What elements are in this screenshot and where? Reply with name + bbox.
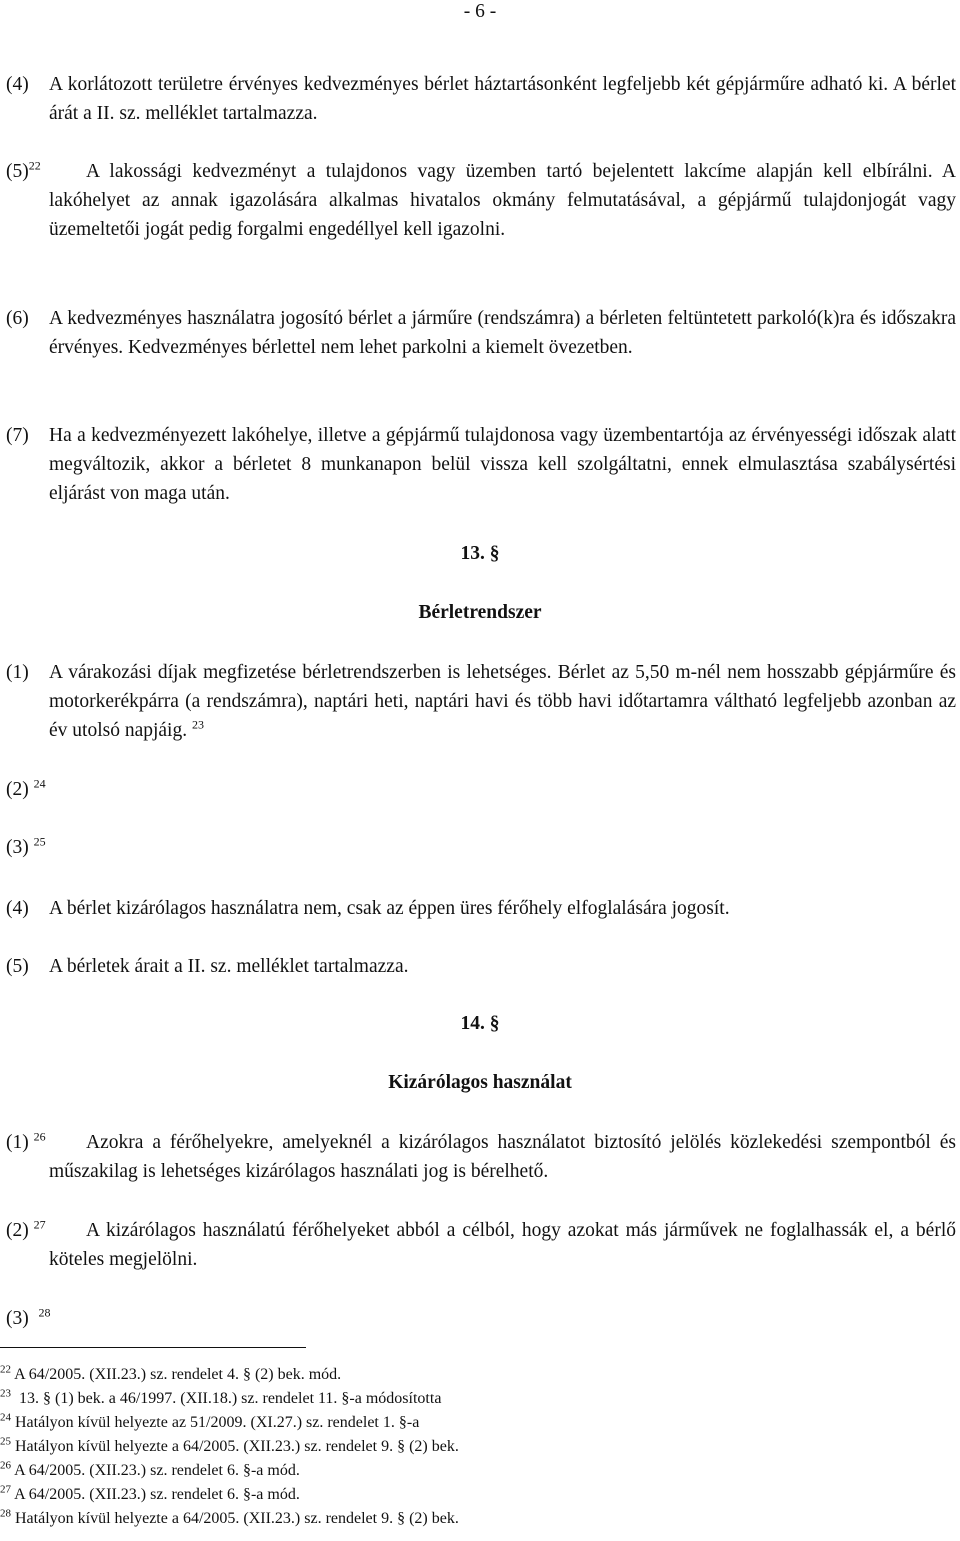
section-13-title: Bérletrendszer: [418, 602, 542, 623]
paragraph-number: (7): [6, 425, 29, 446]
section-13-paragraph-2: [6, 775, 956, 804]
footnote-ref[interactable]: 28: [38, 1305, 51, 1320]
section-13-paragraph-5: [6, 952, 956, 981]
paragraph-5: [6, 157, 956, 244]
page-number: - 6 -: [463, 1, 497, 22]
paragraph-number: (5): [6, 956, 29, 977]
footnote-28: $^{28}$ Hatályon kívül helyezte a 64/2005. (XII.23.) sz. rendelet 9. § (2) bek.: [0, 1507, 459, 1527]
paragraph-7: [6, 421, 956, 508]
section-14-paragraph-1: [6, 1128, 956, 1186]
footnote-22: $^{22}$ A 64/2005. (XII.23.) sz. rendelet 4. § (2) bek. mód.: [0, 1363, 342, 1383]
footnote-ref[interactable]: 22: [28, 158, 41, 173]
paragraph-text: A bérletek árait a II. sz. melléklet tartalmazza.: [49, 956, 409, 977]
paragraph-text: Ha a kedvezményezett lakóhelye, illetve a gépjármű tulajdonosa vagy üzembentartója az érvényességi időszak alatt megváltozik, akkor a bérletet 8 munkanapon belül vissza kell szolgáltatni, ennek elmulasztása szabálysértési eljárást von maga után.: [49, 425, 956, 504]
paragraph-number: (1): [6, 662, 29, 683]
paragraph-text: A várakozási díjak megfizetése bérletrendszerben is lehetséges. Bérlet az 5,50 m-nél nem hosszabb gépjárműre és motorkerékpárra (a rendszámra), naptári heti, naptári havi és több havi időtartamra váltható legfeljebb azonban az év utolsó napjáig. $^{23}$: [49, 662, 956, 741]
footnote-23: $^{23}$ 13. § (1) bek. a 46/1997. (XII.18.) sz. rendelet 11. §-a módosította: [0, 1387, 442, 1407]
paragraph-number: (4): [6, 74, 29, 95]
paragraph-number: (2) $^{27}$: [6, 1217, 46, 1241]
paragraph-number: (6): [6, 308, 29, 329]
footnote-ref[interactable]: 25: [33, 834, 46, 849]
footnote-24: $^{24}$ Hatályon kívül helyezte az 51/2009. (XI.27.) sz. rendelet 1. §-a: [0, 1411, 420, 1431]
paragraph-text: A korlátozott területre érvényes kedvezményes bérlet háztartásonként legfeljebb két gépjárműre adható ki. A bérlet árát a II. sz. melléklet tartalmazza.: [49, 74, 956, 124]
footnote-25: $^{25}$ Hatályon kívül helyezte a 64/2005. (XII.23.) sz. rendelet 9. § (2) bek.: [0, 1435, 459, 1455]
footnote-27: $^{27}$ A 64/2005. (XII.23.) sz. rendelet 6. §-a mód.: [0, 1483, 300, 1503]
footnote-26: $^{26}$ A 64/2005. (XII.23.) sz. rendelet 6. §-a mód.: [0, 1459, 300, 1479]
paragraph-text: A kizárólagos használatú férőhelyeket abból a célból, hogy azokat más járművek ne foglalhassák el, a bérlő köteles megjelölni.: [49, 1220, 956, 1270]
footnote-ref[interactable]: 27: [33, 1217, 46, 1232]
footnote-ref[interactable]: 23: [191, 717, 204, 732]
section-13-paragraph-3: [6, 833, 956, 862]
section-14-title: Kizárólagos használat: [388, 1072, 572, 1093]
paragraph-4: [6, 70, 956, 128]
paragraph-number: (4): [6, 898, 29, 919]
section-14-paragraph-2: [6, 1216, 956, 1274]
paragraph-number: (1) $^{26}$: [6, 1129, 46, 1153]
paragraph-number: (3) $^{25}$: [6, 834, 46, 858]
paragraph-text: A lakossági kedvezményt a tulajdonos vagy üzemben tartó bejelentett lakcíme alapján kell elbírálni. A lakóhelyet az annak igazolására alkalmas hivatalos okmány felmutatásával, a gépjármű tulajdonjogát vagy üzemeltetői jogát pedig forgalmi engedéllyel kell igazolni.: [49, 161, 956, 240]
footnote-ref[interactable]: 24: [33, 776, 46, 791]
section-14-number: 14. §: [460, 1013, 500, 1034]
section-13-number: 13. §: [460, 543, 500, 564]
paragraph-text: A bérlet kizárólagos használatra nem, csak az éppen üres férőhely elfoglalására jogosít.: [49, 898, 730, 919]
paragraph-number: (3) $^{28}$: [6, 1305, 51, 1329]
footnote-divider: [0, 1347, 306, 1348]
paragraph-number: $(5)^{22}$: [6, 158, 41, 182]
paragraph-number: (2) $^{24}$: [6, 776, 46, 800]
paragraph-text: Azokra a férőhelyekre, amelyeknél a kizárólagos használatot biztosító jelölés közlekedési szempontból és műszakilag is lehetséges kizárólagos használati jog is bérelhető.: [49, 1132, 956, 1182]
section-13-paragraph-4: [6, 894, 956, 923]
section-14-paragraph-3: [6, 1304, 956, 1333]
section-13-paragraph-1: [6, 658, 956, 745]
paragraph-6: [6, 304, 956, 362]
footnote-ref[interactable]: 26: [33, 1129, 46, 1144]
paragraph-text: A kedvezményes használatra jogosító bérlet a járműre (rendszámra) a bérleten feltüntetett parkoló(k)ra és időszakra érvényes. Kedvezményes bérlettel nem lehet parkolni a kiemelt övezetben.: [49, 308, 956, 358]
